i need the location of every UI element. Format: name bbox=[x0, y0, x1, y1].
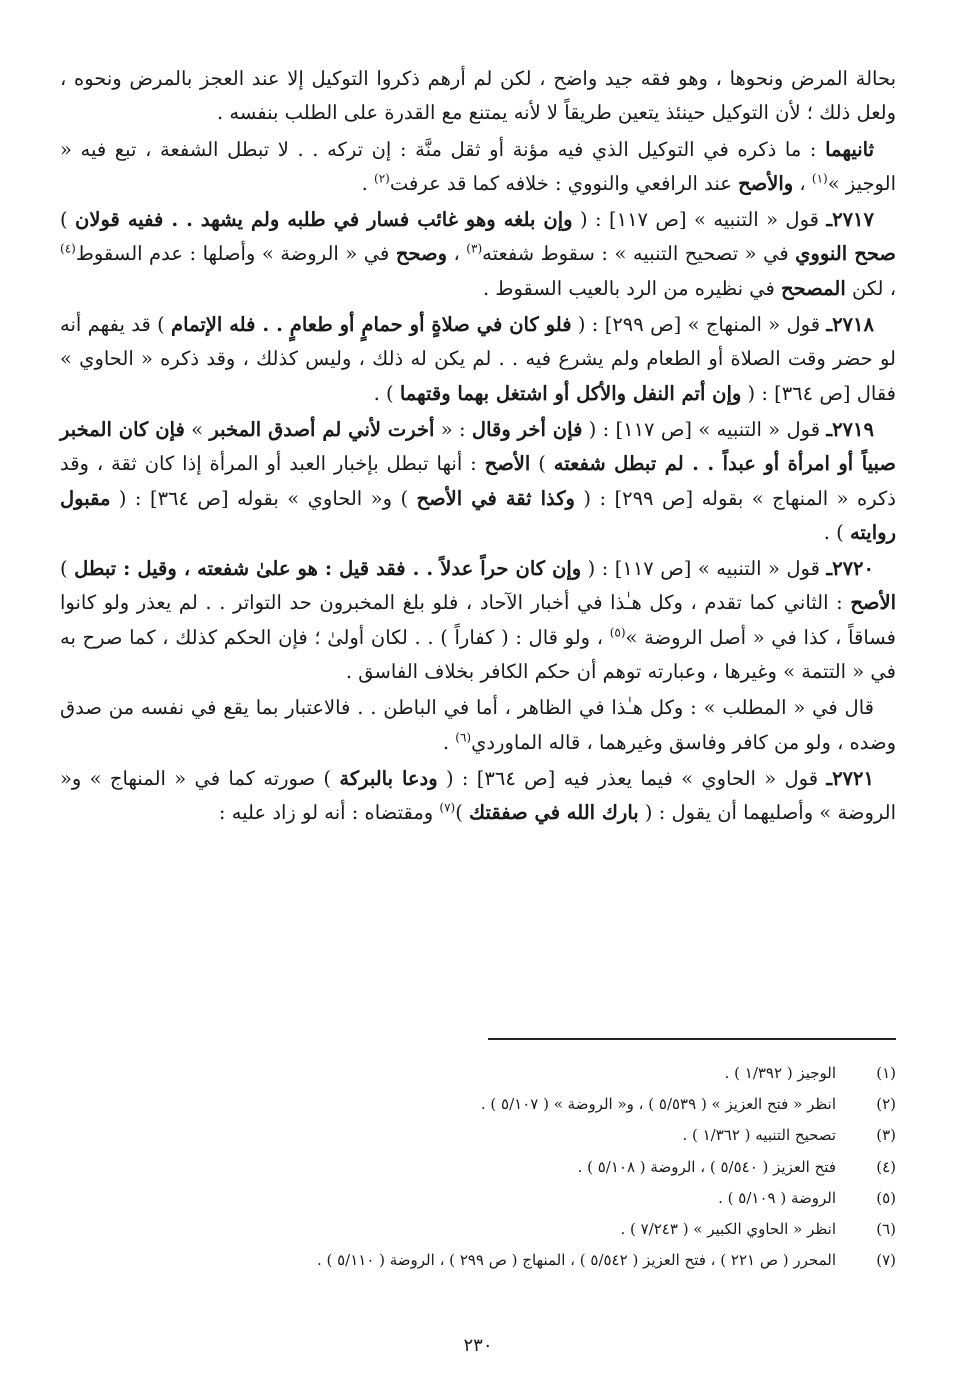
text-run: في نظيره من الرد بالعيب السقوط . bbox=[483, 276, 782, 300]
footnote-number: (١) bbox=[876, 1064, 896, 1082]
bold-text: وإن كان حراً عدلاً . . فقد قيل : هو علىٰ شفعته ، وقيل : تبطل bbox=[74, 557, 582, 581]
footnote-item bbox=[60, 1089, 896, 1120]
footnote-number: (٢) bbox=[876, 1095, 896, 1114]
text-run: : ما ذكره في التوكيل الذي فيه مؤنة أو ثقل منَّة : إن تركه . . لا تبطل الشفعة ، تبع فيه « الوجيز » bbox=[60, 137, 896, 195]
text-run: في « الروضة » وأصلها : عدم السقوط bbox=[75, 242, 396, 266]
footnote-text: الروضة ( ٥/١٠٩ ) . bbox=[718, 1188, 836, 1207]
footnote-ref: (٢) bbox=[374, 171, 390, 186]
footnote-ref: (٣) bbox=[466, 241, 483, 256]
bold-text: فإن أخر وقال bbox=[471, 417, 583, 441]
bold-text: ثانيهما bbox=[825, 137, 874, 161]
text-run: : « bbox=[434, 417, 472, 441]
main-text bbox=[60, 62, 896, 831]
bold-text: أخرت لأني لم أصدق المخبر bbox=[209, 417, 435, 441]
text-run: قول « التنبيه » [ص ١١٧] : ( bbox=[581, 557, 827, 581]
text-run: . bbox=[442, 730, 456, 754]
text-run: » bbox=[184, 417, 210, 441]
text-run: : الثاني كما تقدم ، وكل هـٰذا في أخبار الآحاد ، فلو بلغ المخبرون حد التواتر . . لم يعذر ولو كانوا فساقاً ، كذا في « أصل الروضة » bbox=[60, 591, 896, 649]
bold-text: الأصح bbox=[850, 591, 896, 615]
text-run: عند الرافعي والنووي : خلافه كما قد عرفت bbox=[389, 171, 739, 195]
text-run: : أنها تبطل بإخبار العبد أو المرأة إذا كان ثقة ، وقد ذكره « المنهاج » بقوله [ص ٢٩٩] : ( bbox=[60, 452, 896, 510]
footnote-ref: (٥) bbox=[609, 625, 626, 640]
paragraph-p8 bbox=[60, 762, 896, 831]
footnote-item bbox=[60, 1183, 896, 1214]
bold-text: صحح النووي bbox=[795, 242, 896, 266]
bold-text: المصحح bbox=[781, 276, 846, 300]
footnote-text: فتح العزيز ( ٥/٥٤٠ ) ، الروضة ( ٥/١٠٨ ) . bbox=[577, 1157, 836, 1176]
bold-text: وإن بلغه وهو غائب فسار في طلبه ولم يشهد . . ففيه قولان bbox=[75, 208, 573, 232]
footnote-item bbox=[60, 1152, 896, 1183]
text-run: ) و« الحاوي » بقوله [ص ٣٦٤] : ( bbox=[110, 486, 417, 510]
footnote-text: انظر « فتح العزيز » ( ٥/٥٣٩ ) ، و« الروضة » ( ٥/١٠٧ ) . bbox=[480, 1095, 836, 1114]
paragraph-p7 bbox=[60, 691, 896, 760]
bold-text: ٢٧١٩ـ bbox=[826, 417, 874, 441]
text-run: بحالة المرض ونحوها ، وهو فقه جيد واضح ، لكن لم أرهم ذكروا التوكيل إلا عند العجز بالمرض ونحوه ، ولعل ذلك ؛ لأن التوكيل حينئذ يتعين طريقاً لا لأنه يمتنع مع القدرة على الطلب بنفسه . bbox=[60, 67, 896, 125]
bold-text: فلو كان في صلاةٍ أو حمامٍ أو طعامٍ . . فله الإتمام bbox=[171, 313, 572, 337]
bold-text: وإن أتم النفل والأكل أو اشتغل بهما وقتهما bbox=[399, 381, 742, 405]
paragraph-p4 bbox=[60, 308, 896, 411]
footnote-number: (٧) bbox=[876, 1251, 896, 1270]
footnote-text: الوجيز ( ١/٣٩٢ ) . bbox=[724, 1064, 836, 1082]
text-run: ) . bbox=[823, 520, 850, 544]
text-run: ، bbox=[447, 242, 467, 266]
bold-text: ٢٧١٧ـ bbox=[826, 208, 875, 232]
footnote-item bbox=[60, 1058, 896, 1089]
text-run: . bbox=[361, 171, 375, 195]
footnote-ref: (٤) bbox=[60, 241, 76, 256]
footnote-number: (٦) bbox=[876, 1220, 896, 1239]
text-run: قول « الحاوي » فيما يعذر فيه [ص ٣٦٤] : ( bbox=[437, 766, 827, 790]
text-run: ومقتضاه : أنه لو زاد عليه : bbox=[218, 801, 440, 825]
text-run: ) bbox=[60, 208, 76, 232]
text-run: ، bbox=[793, 171, 812, 195]
text-run: ) صورته كما في « المنهاج » و« الروضة » وأصليهما أن يقول : ( bbox=[60, 766, 896, 825]
bold-text: الأصح bbox=[484, 452, 531, 476]
footnote-text: انظر « الحاوي الكبير » ( ٧/٢٤٣ ) . bbox=[620, 1220, 836, 1239]
footnote-ref: (٦) bbox=[455, 730, 472, 745]
footnote-number: (٤) bbox=[876, 1157, 896, 1176]
bold-text: والأصح bbox=[738, 171, 794, 195]
footnote-separator bbox=[488, 1038, 896, 1040]
bold-text: ٢٧٢٠ـ bbox=[826, 557, 874, 581]
text-run: ، لكن bbox=[845, 276, 896, 300]
bold-text: ٢٧٢١ـ bbox=[826, 766, 874, 790]
text-run: ) bbox=[530, 452, 554, 476]
bold-text: وكذا ثقة في الأصح bbox=[416, 486, 575, 510]
footnote-number: (٥) bbox=[876, 1188, 896, 1207]
paragraph-p5 bbox=[60, 413, 896, 550]
text-run: ) bbox=[60, 557, 75, 581]
footnote-text: تصحيح التنبيه ( ١/٣٦٢ ) . bbox=[682, 1126, 836, 1145]
footnote-number: (٣) bbox=[876, 1126, 896, 1145]
text-run: ، ولو قال : ( كفاراً ) . . لكان أولىٰ ؛ فإن الحكم كذلك ، كما صرح به في « التتمة » وغيرها ، وعبارته توهم أن حكم الكافر بخلاف الفاسق . bbox=[60, 625, 896, 684]
footnotes bbox=[60, 1058, 896, 1276]
bold-text: بارك الله في صفقتك bbox=[469, 801, 639, 825]
bold-text: ٢٧١٨ـ bbox=[826, 313, 874, 337]
text-run: قول « المنهاج » [ص ٢٩٩] : ( bbox=[571, 313, 827, 337]
paragraph-p3 bbox=[60, 203, 896, 306]
bold-text: فإن كان المخبر صبياً أو امرأة أو عبداً . . لم تبطل شفعته bbox=[60, 417, 896, 476]
text-run: ) . bbox=[373, 381, 400, 405]
paragraph-p6 bbox=[60, 552, 896, 689]
footnote-text: المحرر ( ص ٢٢١ ) ، فتح العزيز ( ٥/٥٤٢ ) ، المنهاج ( ص ٢٩٩ ) ، الروضة ( ٥/١١٠ ) . bbox=[316, 1251, 836, 1270]
footnote-item bbox=[60, 1214, 896, 1245]
paragraph-p1 bbox=[60, 62, 896, 131]
text-run: في « تصحيح التنبيه » : سقوط شفعته bbox=[482, 242, 796, 266]
text-run: قال في « المطلب » : وكل هـٰذا في الظاهر ، أما في الباطن . . فالاعتبار بما يقع في نفسه من صدق وضده ، ولو من كافر وفاسق وغيرهما ، قاله الماوردي bbox=[60, 696, 896, 754]
page-body bbox=[60, 62, 896, 831]
bold-text: ودعا بالبركة bbox=[339, 766, 438, 790]
text-run: ) قد يفهم أنه لو حضر وقت الصلاة أو الطعام ولم يشرع فيه . . لم يكن له ذلك ، وليس كذلك ، وقد ذكره « الحاوي » فقال [ص ٣٦٤] : ( bbox=[60, 313, 896, 405]
footnote-item bbox=[60, 1120, 896, 1151]
footnote-item bbox=[60, 1245, 896, 1276]
bold-text: وصحح bbox=[395, 242, 447, 266]
footnote-ref: (١) bbox=[811, 171, 828, 186]
page-number: ٢٣٠ bbox=[463, 1335, 493, 1356]
footnote-ref: (٧) bbox=[439, 800, 456, 815]
paragraph-p2 bbox=[60, 133, 896, 202]
bold-text: مقبول روايته bbox=[60, 486, 896, 544]
text-run: قول « التنبيه » [ص ١١٧] : ( bbox=[572, 208, 827, 232]
text-run: قول « التنبيه » [ص ١١٧] : ( bbox=[582, 417, 827, 441]
text-run: ) bbox=[455, 801, 470, 825]
